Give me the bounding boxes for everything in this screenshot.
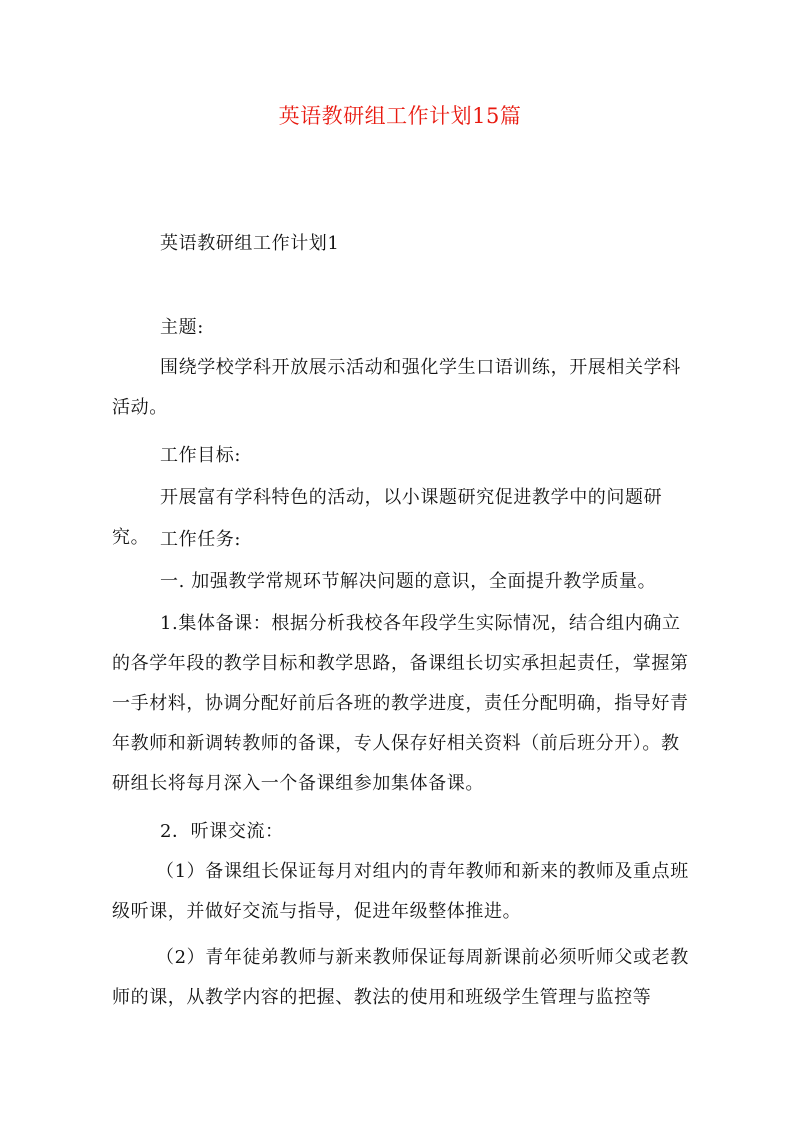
tasks-label: 工作任务: (160, 529, 242, 550)
task-item-2-heading: 2．听课交流： (160, 821, 284, 842)
task-item-one: 一. 加强教学常规环节解决问题的意识，全面提升教学质量。 (160, 571, 657, 592)
theme-label: 主题: (160, 317, 204, 338)
task-item-1-paragraph: 1.集体备课：根据分析我校各年段学生实际情况，结合组内确立的各学年段的教学目标和教学思路，备课组长切实承担起责任，掌握第一手材料，协调分配好前后各班的教学进度，责任分配明确，指导好青年教师和新调转教师的备课，专人保存好相关资料（前后班分开）。教研组长将每月深入一个备课组参加集体备课。 (112, 613, 689, 794)
goal-paragraph: 开展富有学科特色的活动，以小课题研究促进教学中的问题研究。 (112, 487, 663, 548)
document-title: 英语教研组工作计划15篇 (278, 104, 522, 128)
theme-paragraph: 围绕学校学科开放展示活动和强化学生口语训练，开展相关学科活动。 (112, 357, 681, 418)
task-item-2-2-paragraph: （2）青年徒弟教师与新来教师保证每周新课前必须听师父或老教师的课，从教学内容的把握、教法的使用和班级学生管理与监控等 (112, 947, 689, 1008)
section-heading: 英语教研组工作计划1 (160, 233, 340, 254)
task-item-2-1-paragraph: （1）备课组长保证每月对组内的青年教师和新来的教师及重点班级听课，并做好交流与指导，促进年级整体推进。 (112, 861, 689, 922)
goal-label: 工作目标: (160, 445, 242, 466)
